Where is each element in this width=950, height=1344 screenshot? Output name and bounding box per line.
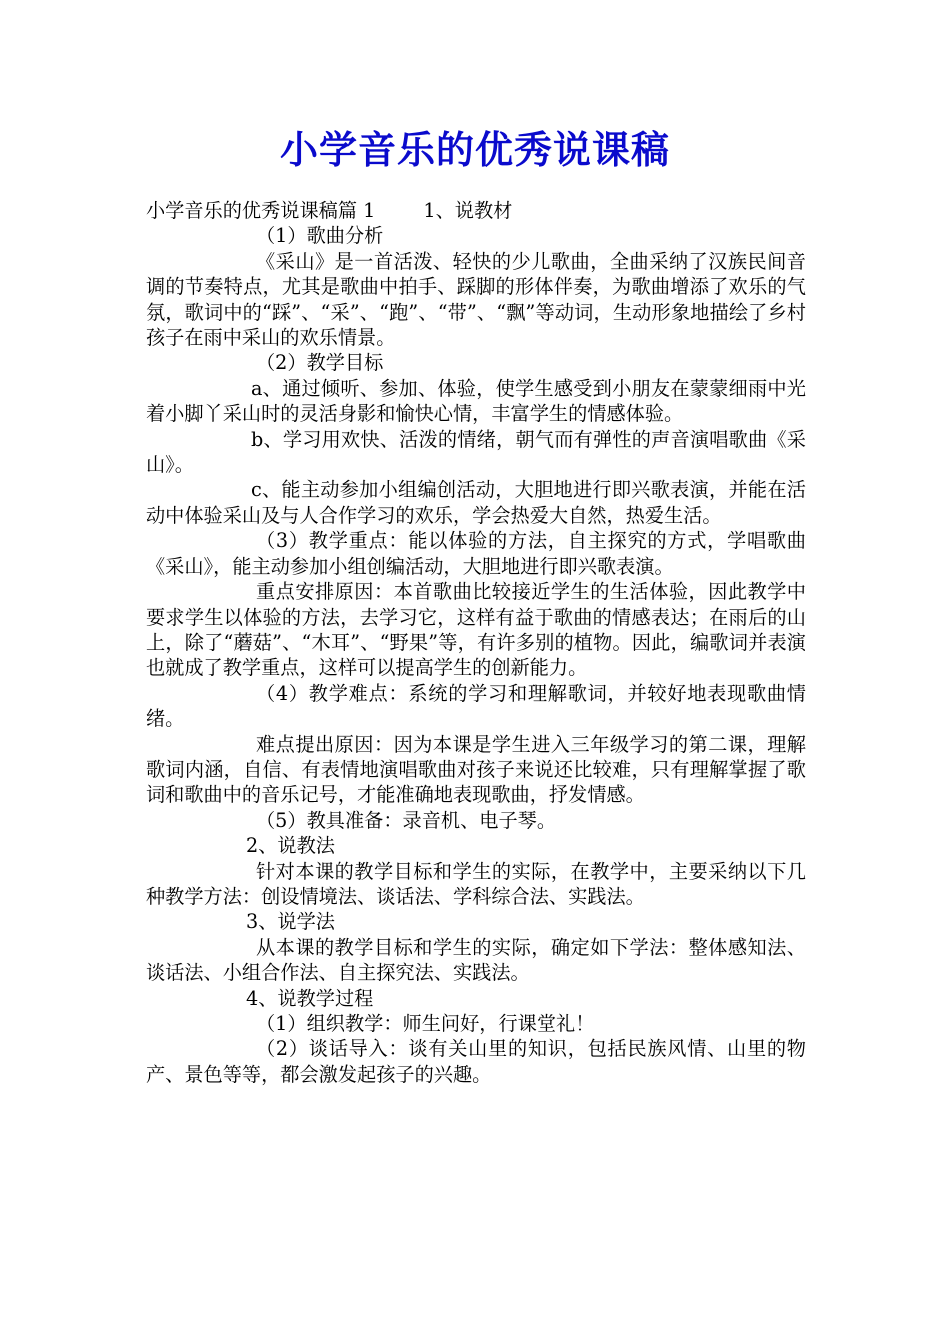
paragraph-teaching-aids: （5）教具准备：录音机、电子琴。 [256, 808, 557, 832]
paragraph-section-3-heading: 3、说学法 [246, 910, 335, 934]
paragraph-difficulty-reason: 难点提出原因：因为本课是学生进入三年级学习的第二课，理解歌词内涵，自信、有表情地演唱歌曲对孩子来说还比较难，只有理解掌握了歌词和歌曲中的音乐记号，才能准确地表现歌曲，抒发情感。 [146, 732, 806, 807]
paragraph-song-analysis: 《采山》是一首活泼、轻快的少儿歌曲，全曲采纳了汉族民间音调的节奏特点，尤其是歌曲中拍手、踩脚的形体伴奏，为歌曲增添了欢乐的气氛，歌词中的“踩”、“采”、“跑”、“带”、“飘”等动词，生动形象地描绘了乡村孩子在雨中采山的欢乐情景。 [146, 249, 806, 350]
section-1-heading: 1、说教材 [423, 199, 513, 222]
paragraph-song-analysis-heading: （1）歌曲分析 [256, 224, 384, 248]
paragraph-goal-c: c、能主动参加小组编创活动，大胆地进行即兴歌表演，并能在活动中体验采山及与人合作学习的欢乐，学会热爱大自然，热爱生活。 [146, 478, 806, 527]
paragraph-key-point-reason: 重点安排原因：本首歌曲比较接近学生的生活体验，因此教学中要求学生以体验的方法，去学习它，这样有益于歌曲的情感表达；在雨后的山上，除了“蘑菇”、“木耳”、“野果”等，有许多别的植物。因此，编歌词并表演也就成了教学重点，这样可以提高学生的创新能力。 [146, 580, 806, 680]
paragraph-process-2: （2）谈话导入：谈有关山里的知识，包括民族风情、山里的物产、景色等等，都会激发起孩子的兴趣。 [146, 1037, 806, 1086]
paragraph-key-point: （3）教学重点：能以体验的方法，自主探究的方式，学唱歌曲《采山》，能主动参加小组创编活动，大胆地进行即兴歌表演。 [146, 529, 806, 578]
paragraph-goal-b: b、学习用欢快、活泼的情绪，朝气而有弹性的声音演唱歌曲《采山》。 [146, 427, 806, 477]
document-body [146, 198, 806, 1087]
paragraph-difficulty: （4）教学难点：系统的学习和理解歌词，并较好地表现歌曲情绪。 [146, 681, 806, 731]
paragraph-section-2-heading: 2、说教法 [246, 834, 335, 858]
document-header-line [146, 198, 806, 223]
article-label: 小学音乐的优秀说课稿篇 1 [146, 199, 376, 222]
document-title: 小学音乐的优秀说课稿 [279, 128, 670, 172]
paragraph-section-4-heading: 4、说教学过程 [246, 986, 374, 1010]
paragraph-goal-a: a、通过倾听、参加、体验，使学生感受到小朋友在蒙蒙细雨中光着小脚丫采山时的灵活身影和愉快心情，丰富学生的情感体验。 [146, 376, 806, 426]
paragraph-teaching-goals-heading: （2）教学目标 [256, 351, 384, 375]
paragraph-list [146, 223, 806, 1087]
paragraph-section-3: 从本课的教学目标和学生的实际，确定如下学法：整体感知法、谈话法、小组合作法、自主探究法、实践法。 [146, 935, 806, 985]
paragraph-section-2: 针对本课的教学目标和学生的实际，在教学中，主要采纳以下几种教学方法：创设情境法、谈话法、学科综合法、实践法。 [146, 859, 806, 908]
paragraph-process-1: （1）组织教学：师生问好，行课堂礼！ [256, 1012, 595, 1035]
